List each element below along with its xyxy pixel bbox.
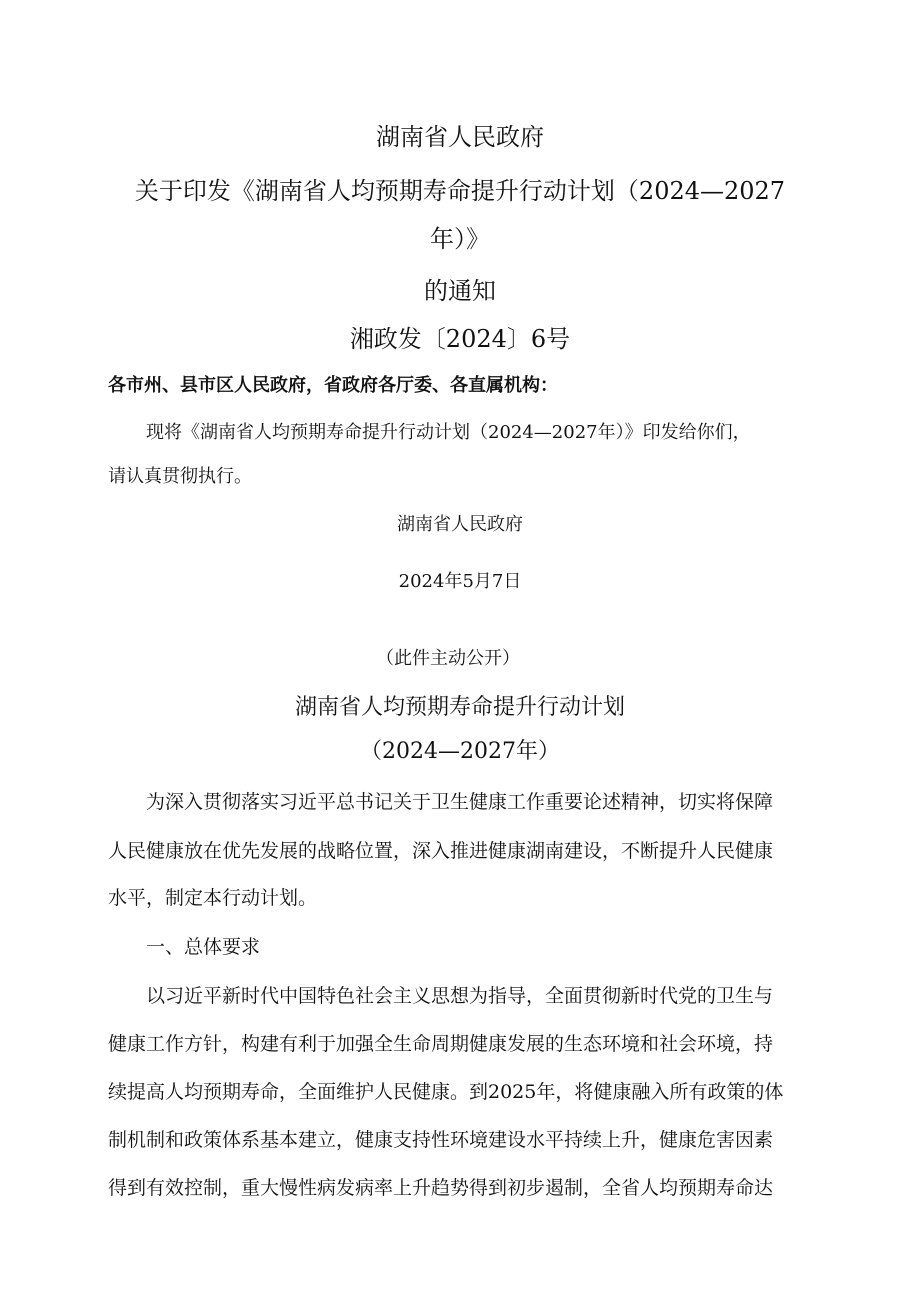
intro-line: 水平，制定本行动计划。 <box>108 887 318 909</box>
issue-date: 2024年5月7日 <box>398 571 522 592</box>
intro-line: 为深入贯彻落实习近平总书记关于卫生健康工作重要论述精神，切实将保障 <box>146 791 774 813</box>
signature: 湖南省人民政府 <box>397 514 523 535</box>
intro-line: 人民健康放在优先发展的战略位置，深入推进健康湖南建设，不断提升人民健康 <box>108 840 774 862</box>
section-heading: 一、总体要求 <box>146 936 261 958</box>
section-body-line: 续提高人均预期寿命，全面维护人民健康。到2025年，将健康融入所有政策的体 <box>108 1081 784 1103</box>
plan-subtitle: （2024—2027年） <box>360 739 560 764</box>
section-body-line: 得到有效控制，重大慢性病发病率上升趋势得到初步遏制，全省人均预期寿命达 <box>108 1177 774 1199</box>
notice-body-line1: 现将《湖南省人均预期寿命提升行动计划（2024—2027年）》印发给你们， <box>146 422 751 443</box>
notice-issuer: 湖南省人民政府 <box>376 123 544 151</box>
notice-title-line1: 关于印发《湖南省人均预期寿命提升行动计划（2024—2027 <box>134 177 786 205</box>
doc-number: 湘政发〔2024〕6号 <box>349 325 571 353</box>
notice-title-line2: 年）》 <box>430 225 490 253</box>
addressee: 各市州、县市区人民政府，省政府各厅委、各直属机构： <box>108 375 558 396</box>
section-body-line: 制机制和政策体系基本建立，健康支持性环境建设水平持续上升，健康危害因素 <box>108 1129 774 1151</box>
section-body-line: 以习近平新时代中国特色社会主义思想为指导，全面贯彻新时代党的卫生与 <box>146 985 774 1007</box>
notice-body-line2: 请认真贯彻执行。 <box>108 466 252 487</box>
disclosure-note: （此件主动公开） <box>376 648 520 669</box>
notice-title-line3: 的通知 <box>424 277 496 305</box>
section-body-line: 健康工作方针，构建有利于加强全生命周期健康发展的生态环境和社会环境，持 <box>108 1033 774 1055</box>
plan-title: 湖南省人均预期寿命提升行动计划 <box>294 695 625 720</box>
